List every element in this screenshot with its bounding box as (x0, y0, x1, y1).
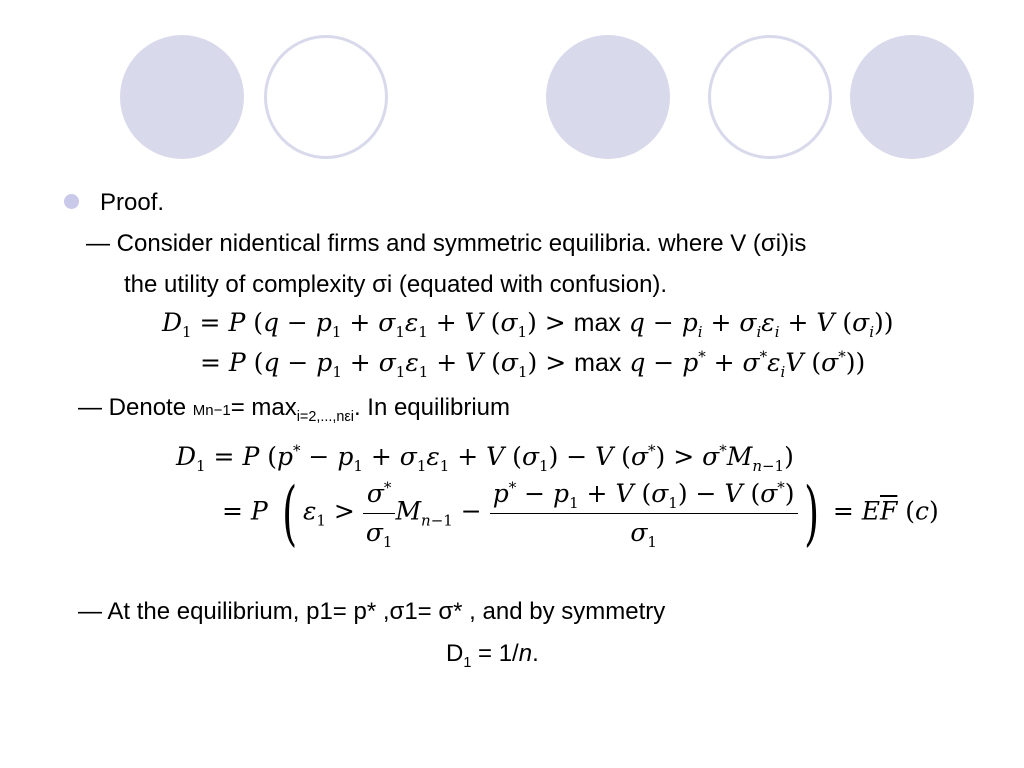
final-sub: 1 (463, 654, 472, 671)
equation-d1-line1: $D_1 = P$ ($q - p_1 + \sigma_1\varepsilon_1 + V$ $(\sigma_1) > \max q - p_i + \sigma_i\varepsilon_i + V$ $(\sigma_i)$) (162, 308, 894, 341)
denote-small: Mn−1 (192, 402, 231, 419)
denote-sub: i=2,...,nεi (296, 408, 354, 425)
final-d: D (446, 640, 464, 667)
equation-equilibrium-line2: = P ( $\varepsilon_1$ > $\frac{\sigma^*}{\sigma_1}$ $M_{n-1}$ − $\frac{p^* - p_1 + V (\sigma_1) - V (\sigma^*)}{\sigma_1}$ ) = $E\overline{F}$ (c) (222, 472, 939, 554)
denote-prefix: — Denote (78, 394, 193, 421)
denote-eq: = max (230, 394, 297, 421)
decor-circle-3 (546, 35, 670, 159)
equilibrium-line: — At the equilibrium, p1= p* ,σ1= σ* , and by symmetry (78, 598, 666, 625)
final-dot: . (532, 640, 539, 667)
final-n: n (518, 640, 533, 667)
decor-circle-1 (120, 35, 244, 159)
bullet-icon (64, 194, 79, 209)
denote-suffix: . In equilibrium (353, 394, 511, 421)
equation-d1-line2: = P ($q - p_1 + \sigma_1\varepsilon_1 + V$ $(\sigma_1) > \max q - p^* + \sigma^*\varepsilon_iV$ (σ*)) (200, 347, 866, 381)
consider-line-1: — Consider nidentical firms and symmetric equilibria. where V (σi)is (86, 230, 807, 257)
final-eq: = 1/ (471, 640, 519, 667)
proof-label: Proof. (100, 189, 165, 216)
equation-equilibrium-line1: $D_1 = P$ ($p^* - p_1 + \sigma_1\varepsilon_1 + V$ $(\sigma_1) - V$ $(\sigma^*) > \sigma^*M_{n-1}$) (176, 441, 794, 475)
decor-circle-2 (264, 35, 388, 159)
decor-circle-5 (850, 35, 974, 159)
final-equation (446, 640, 539, 671)
denote-line (78, 394, 510, 425)
decor-circle-4 (708, 35, 832, 159)
consider-line-2: the utility of complexity σi (equated with confusion). (124, 271, 668, 298)
